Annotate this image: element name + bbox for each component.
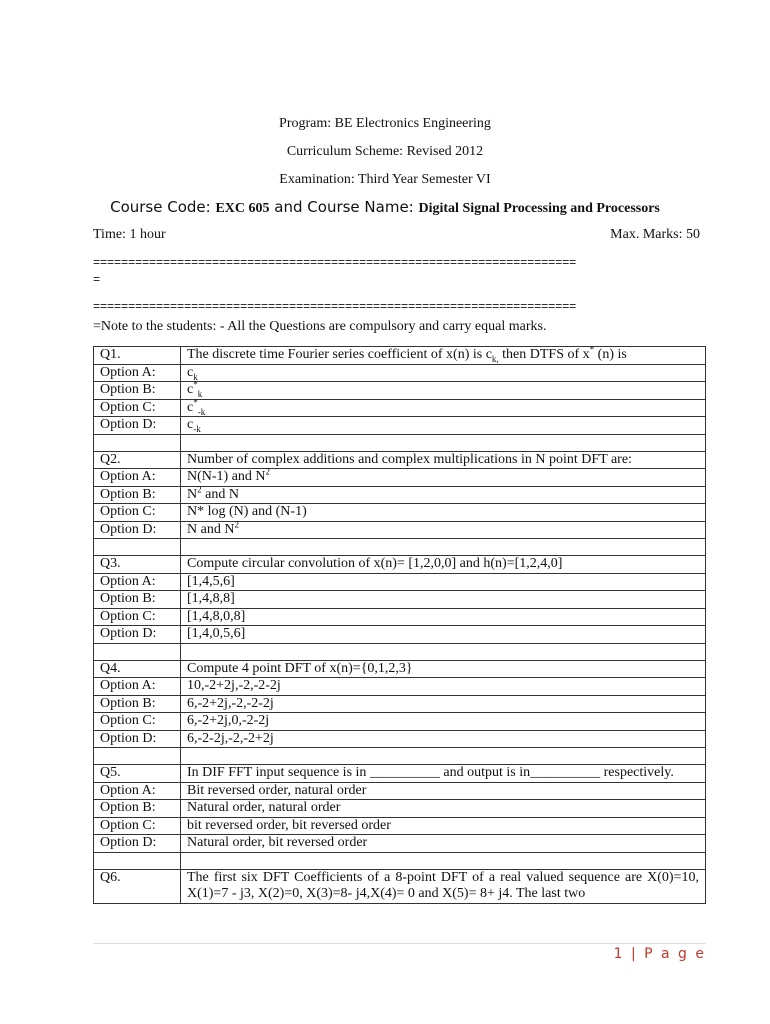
separator-tail: = [93, 273, 101, 287]
option-text: $c_{-k}$ [181, 417, 706, 435]
option-row [94, 835, 706, 853]
option-label: Option A: [94, 782, 181, 800]
option-row [94, 713, 706, 731]
question-row [94, 765, 706, 783]
option-text: N* log (N) and (N-1) [181, 504, 706, 522]
question-text: Compute circular convolution of x(n)= [1,2,0,0] and h(n)=[1,2,4,0] [181, 556, 706, 574]
option-text: Bit reversed order, natural order [181, 782, 706, 800]
option-label: Option B: [94, 486, 181, 504]
question-number: Q1. [94, 347, 181, 365]
question-row [94, 347, 706, 365]
question-row [94, 869, 706, 903]
option-label: Option C: [94, 608, 181, 626]
option-label: Option C: [94, 817, 181, 835]
time-marks-row [93, 227, 700, 243]
option-label: Option A: [94, 573, 181, 591]
separator-line: ===================================================================== [93, 300, 577, 314]
option-label: Option B: [94, 591, 181, 609]
option-row [94, 782, 706, 800]
option-row [94, 800, 706, 818]
question-number: Q4. [94, 660, 181, 678]
blank-row [94, 643, 706, 660]
option-label: Option A: [94, 469, 181, 487]
option-text: [1,4,8,0,8] [181, 608, 706, 626]
question-number: Q6. [94, 869, 181, 903]
option-text: $c^*_k$ [181, 382, 706, 400]
option-label: Option A: [94, 678, 181, 696]
question-row [94, 451, 706, 469]
page-number: 1 | P a g e [613, 946, 706, 962]
examination-line: Examination: Third Year Semester VI [279, 172, 491, 187]
note-to-students: =Note to the students: - All the Questions are compulsory and carry equal marks. [93, 319, 547, 334]
option-text: 10,-2+2j,-2,-2-2j [181, 678, 706, 696]
option-row [94, 730, 706, 748]
option-text: N and $N^2$ [181, 521, 706, 539]
time-text: Time: 1 hour [93, 227, 166, 242]
option-text: Natural order, natural order [181, 800, 706, 818]
option-label: Option D: [94, 521, 181, 539]
footer-divider [93, 943, 706, 944]
option-row [94, 486, 706, 504]
option-label: Option D: [94, 835, 181, 853]
option-row [94, 364, 706, 382]
option-label: Option B: [94, 800, 181, 818]
option-text: 6,-2+2j,0,-2-2j [181, 713, 706, 731]
question-text: In DIF FFT input sequence is in __________ and output is in__________ respectively. [181, 765, 706, 783]
option-row [94, 382, 706, 400]
blank-row [94, 434, 706, 451]
option-text: $N^2$ and N [181, 486, 706, 504]
blank-row [94, 539, 706, 556]
option-row [94, 817, 706, 835]
option-text: $c^*_{-k}$ [181, 399, 706, 417]
option-label: Option B: [94, 382, 181, 400]
question-text: Number of complex additions and complex multiplications in N point DFT are: [181, 451, 706, 469]
max-marks-text: Max. Marks: 50 [610, 227, 700, 242]
option-text: $c_k$ [181, 364, 706, 382]
question-text: The discrete time Fourier series coefficient of x(n) is $c_{k,}$ then DTFS of x* (n) is [181, 347, 706, 365]
questions-table [93, 346, 706, 904]
option-row [94, 399, 706, 417]
option-row [94, 591, 706, 609]
program-line: Program: BE Electronics Engineering [279, 116, 491, 131]
question-text: The first six DFT Coefficients of a 8-point DFT of a real valued sequence are X(0)=10, X(1)=7 - j3, X(2)=0, X(3)=8- j4,X(4)= 0 and X(5)= 8+ j4. The last two [181, 869, 706, 903]
option-label: Option B: [94, 695, 181, 713]
course-name-label: and Course Name: [269, 198, 419, 216]
separator-line: ===================================================================== [93, 256, 577, 270]
course-name: Digital Signal Processing and Processors [418, 201, 660, 216]
option-row [94, 504, 706, 522]
option-row [94, 573, 706, 591]
option-text: N(N-1) and $N^2$ [181, 469, 706, 487]
option-row [94, 417, 706, 435]
option-row [94, 695, 706, 713]
blank-row [94, 852, 706, 869]
option-text: 6,-2-2j,-2,-2+2j [181, 730, 706, 748]
option-label: Option C: [94, 504, 181, 522]
course-code: EXC 605 [215, 201, 270, 216]
option-text: Natural order, bit reversed order [181, 835, 706, 853]
option-row [94, 608, 706, 626]
question-row [94, 660, 706, 678]
option-row [94, 678, 706, 696]
option-text: bit reversed order, bit reversed order [181, 817, 706, 835]
question-number: Q3. [94, 556, 181, 574]
question-number: Q5. [94, 765, 181, 783]
option-label: Option A: [94, 364, 181, 382]
option-row [94, 626, 706, 644]
option-text: [1,4,8,8] [181, 591, 706, 609]
option-label: Option D: [94, 730, 181, 748]
blank-row [94, 748, 706, 765]
option-label: Option D: [94, 417, 181, 435]
question-number: Q2. [94, 451, 181, 469]
option-text: [1,4,5,6] [181, 573, 706, 591]
question-text: Compute 4 point DFT of x(n)={0,1,2,3} [181, 660, 706, 678]
option-label: Option C: [94, 713, 181, 731]
option-text: 6,-2+2j,-2,-2-2j [181, 695, 706, 713]
option-label: Option C: [94, 399, 181, 417]
course-code-label: Course Code: [110, 198, 216, 216]
option-row [94, 521, 706, 539]
option-label: Option D: [94, 626, 181, 644]
question-row [94, 556, 706, 574]
curriculum-line: Curriculum Scheme: Revised 2012 [286, 144, 484, 159]
option-text: [1,4,0,5,6] [181, 626, 706, 644]
course-line [0, 198, 770, 217]
option-row [94, 469, 706, 487]
